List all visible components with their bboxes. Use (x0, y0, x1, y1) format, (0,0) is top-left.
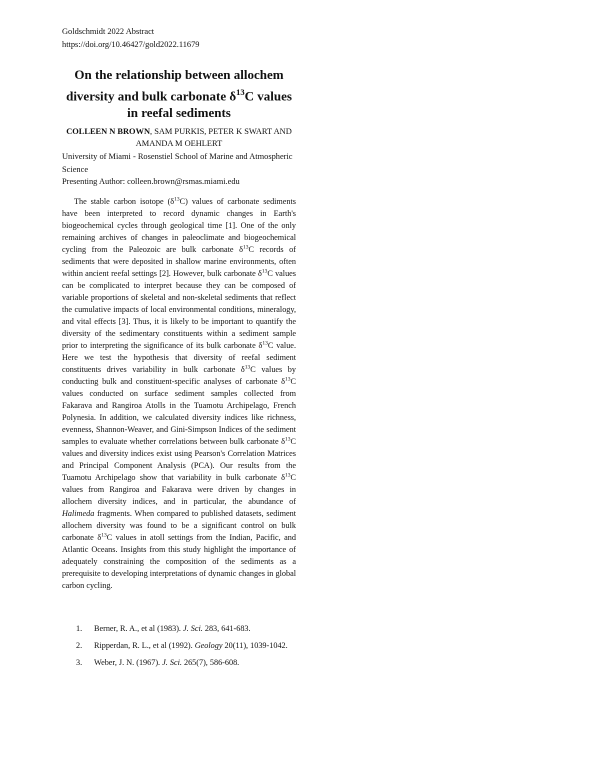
abstract-text: The stable carbon isotope (δ (74, 197, 175, 206)
reference-item (62, 623, 296, 635)
abstract-text: C values conducted on surface sediment samples collected from Fakarava and Rangiroa Atolls in the Tuamotu Archipelago, French Polynesia. In addition, we calculated diversity indices like richness, evenness, Shannon-Weaver, and Gini-Simpson Indices of the sediment samples to evaluate whether correlations between bulk carbonate δ (62, 377, 296, 446)
paper-title (62, 66, 296, 122)
affiliation: University of Miami - Rosenstiel School of Marine and Atmospheric Science (62, 152, 293, 174)
title-part2: C values in reefal sediments (127, 87, 292, 121)
reference-details: 283, 641-683. (202, 624, 251, 633)
abstract-text: C values and diversity indices exist using Pearson's Correlation Matrices and Principal Component Analysis (PCA). Our results from the Tuamotu Archipelago show that variability in bulk carbonate δ (62, 437, 296, 482)
superscript-13: 13 (244, 364, 251, 371)
reference-details: 20(11), 1039-1042. (222, 641, 288, 650)
abstract-text: C values can be complicated to interpret because they can be composed of variable proportions of skeletal and non-skeletal sediments that reflect the cumulative impacts of local environmental conditions, mineralogy, and vital effects [3]. Thus, it is likely to be important to quantify the diversity of the sedimentary constituents within a sediment sample prior to interpreting the significance of its bulk carbonate δ (62, 269, 296, 350)
superscript-13: 13 (101, 532, 107, 539)
presenting-author: Presenting Author: colleen.brown@rsmas.miami.edu (62, 177, 240, 186)
reference-number: 3. (76, 658, 83, 667)
superscript-13: 13 (242, 244, 249, 251)
title-sup: 13 (236, 86, 245, 97)
superscript-13: 13 (261, 268, 268, 275)
header (62, 25, 200, 51)
reference-number: 1. (76, 624, 83, 633)
reference-item (62, 657, 296, 669)
reference-journal: J. Sci. (183, 624, 203, 633)
author-list (62, 126, 296, 150)
first-author: COLLEEN N BROWN (66, 127, 150, 136)
superscript-13: 13 (285, 436, 291, 443)
abstract-text: C) values of carbonate sediments have been interpreted to record dynamic changes in Earth's biogeochemical cycles through geological time [1]. One of the only remaining archives of changes in paleoclimate and biogeochemical cycling from the Paleozoic are bulk carbonate δ (62, 197, 296, 254)
reference-journal: J. Sci. (162, 658, 182, 667)
superscript-13: 13 (174, 196, 180, 203)
abstract-text: C values by conducting bulk and constituent-specific analyses of carbonate δ (62, 365, 296, 386)
abstract-text: C values from Rangiroa and Fakarava were driven by changes in allochem diversity indices, and in particular, the abundance of (62, 473, 296, 506)
reference-number: 2. (76, 641, 83, 650)
abstract-body (62, 196, 296, 592)
title-part1: On the relationship between allochem diversity and bulk carbonate δ (66, 67, 284, 103)
superscript-13: 13 (285, 376, 291, 383)
abstract-paragraph (62, 196, 296, 592)
superscript-13: 13 (262, 340, 268, 347)
other-authors: , SAM PURKIS, PETER K SWART AND AMANDA M OEHLERT (135, 127, 292, 148)
reference-authors: Ripperdan, R. L., et al (1992). (94, 641, 195, 650)
reference-list (62, 623, 296, 674)
reference-item (62, 640, 296, 652)
doi-link[interactable]: https://doi.org/10.46427/gold2022.11679 (62, 40, 200, 49)
genus-name: Halimeda (62, 509, 95, 518)
reference-authors: Berner, R. A., et al (1983). (94, 624, 184, 633)
abstract-text: C value. Here we test the hypothesis that diversity of reefal sediment constituents drives variability in bulk carbonate δ (62, 341, 296, 374)
superscript-13: 13 (285, 472, 291, 479)
journal-line: Goldschmidt 2022 Abstract (62, 27, 155, 36)
abstract-text: C records of sediments that were deposited in shallow marine environments, often within ancient reefal settings [2]. However, bulk carbonate δ (62, 245, 296, 278)
abstract-text: C values in atoll settings from the Indian, Pacific, and Atlantic Oceans. Insights from this study highlight the importance of adequately constraining the composition of the sediments as a prerequisite to developing interpretations of dynamic changes in global carbon cycling. (62, 533, 296, 590)
abstract-text: fragments. When compared to published datasets, sediment allochem diversity was found to be a significant control on bulk carbonate δ (62, 509, 296, 542)
reference-details: 265(7), 586-608. (181, 658, 240, 667)
affiliation-block (62, 151, 296, 189)
reference-journal: Geology (194, 641, 223, 650)
reference-authors: Weber, J. N. (1967). (94, 658, 163, 667)
